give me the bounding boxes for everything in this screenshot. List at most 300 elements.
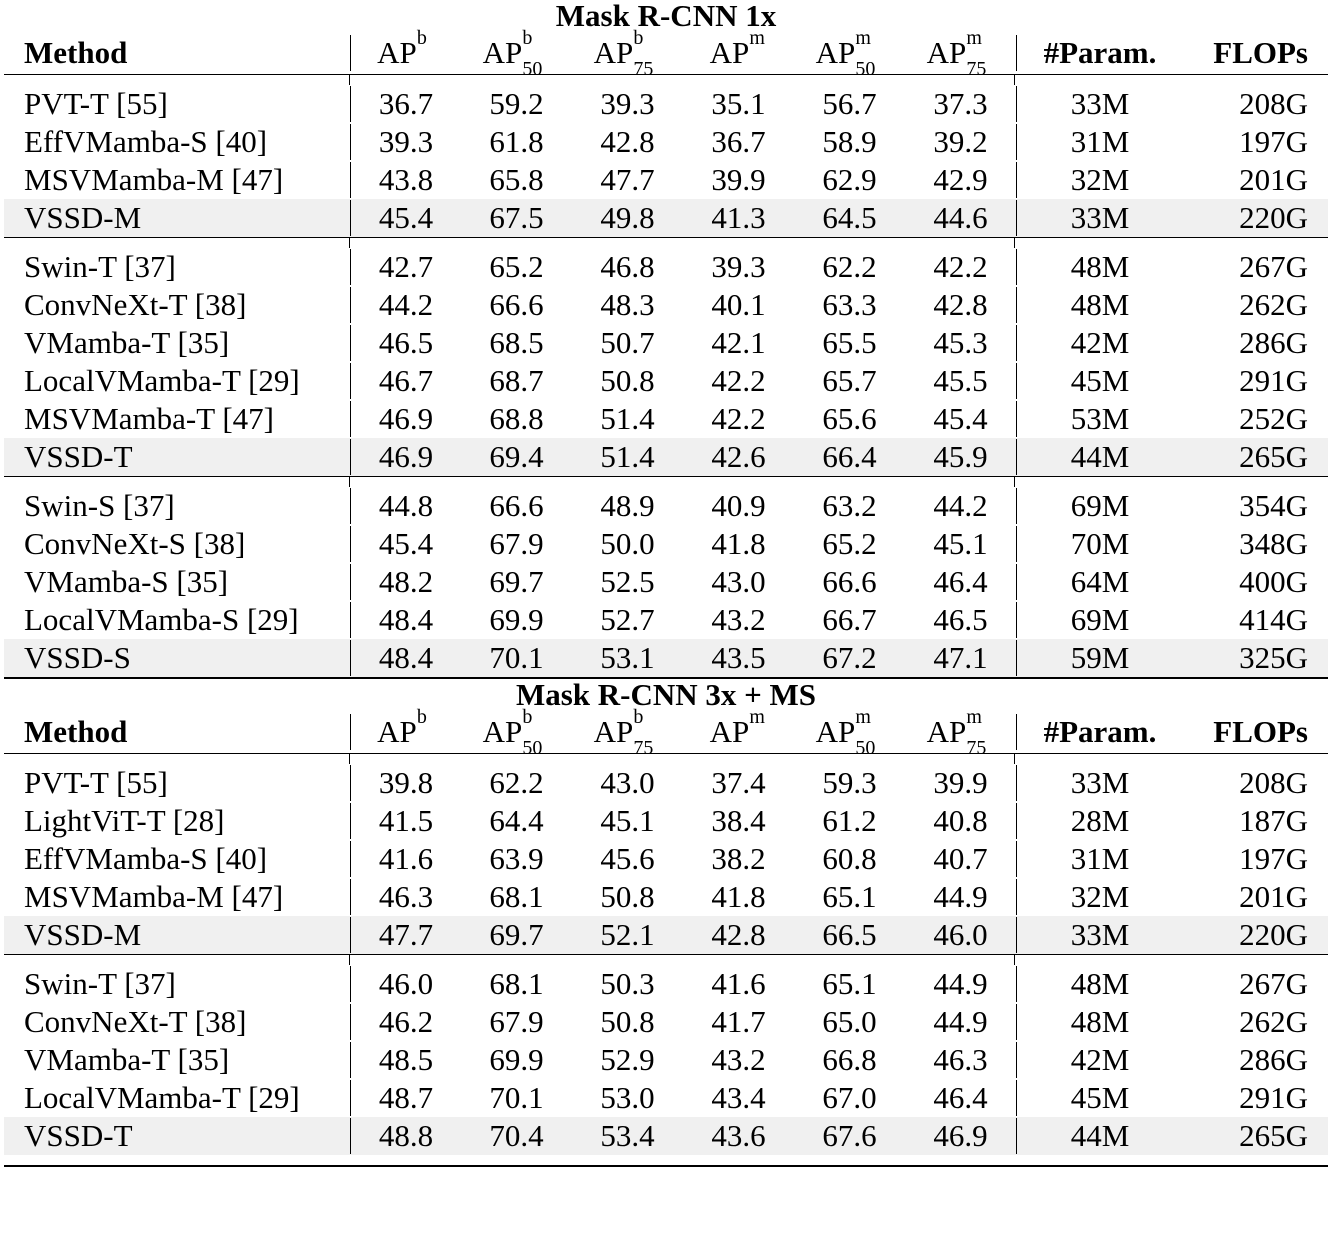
cell-flops: 197G: [1239, 124, 1308, 159]
col-params: #Param.: [1016, 714, 1183, 750]
ap-base: AP: [482, 35, 523, 70]
cell-ap: 44.2: [350, 287, 461, 323]
cell-method: LightViT-T [28]: [24, 803, 225, 838]
table-row: [4, 563, 1328, 601]
cell-ap: 63.3: [822, 287, 877, 322]
cell-ap: 37.3: [933, 86, 988, 121]
cell-ap: 43.2: [711, 1042, 766, 1077]
cell-ap: 48.3: [600, 287, 655, 322]
cell-ap: 46.5: [933, 602, 988, 637]
col-ap-5: [905, 27, 1016, 80]
cell-method: LocalVMamba-T [29]: [24, 1080, 300, 1115]
cell-ap: 68.1: [489, 879, 544, 914]
cell-ap: 35.1: [711, 86, 766, 121]
cell-flops: 197G: [1239, 841, 1308, 876]
ap-base: AP: [482, 714, 523, 749]
col-method: Method: [24, 714, 128, 749]
cell-ap: 48.2: [350, 564, 461, 600]
cell-ap: 46.9: [350, 401, 461, 437]
cell-method: LocalVMamba-S [29]: [24, 602, 299, 637]
cell-ap: 41.6: [350, 841, 461, 877]
cell-ap: 50.8: [600, 1004, 655, 1039]
cell-ap: 51.4: [600, 401, 655, 436]
table-row: [4, 438, 1328, 476]
cell-ap: 40.9: [711, 488, 766, 523]
gap-cell: [4, 238, 349, 248]
cell-ap: 67.5: [489, 200, 544, 235]
ap-sup: m: [966, 27, 982, 49]
cell-ap: 38.2: [711, 841, 766, 876]
cell-ap: 43.5: [711, 640, 766, 675]
col-ap-3: [683, 706, 794, 750]
cell-ap: 61.8: [489, 124, 544, 159]
col-ap-5: [905, 706, 1016, 759]
cell-ap: 52.7: [600, 602, 655, 637]
cell-ap: 65.1: [822, 966, 877, 1001]
col-ap-2: [572, 706, 683, 759]
ap-sub: 75: [966, 737, 987, 759]
cell-ap: 65.6: [822, 401, 877, 436]
header-row: [4, 27, 1328, 80]
cell-ap: 43.4: [711, 1080, 766, 1115]
cell-params: 33M: [1016, 765, 1183, 801]
cell-ap: 56.7: [822, 86, 877, 121]
table-row: [4, 1117, 1328, 1155]
ap-base: AP: [377, 714, 417, 749]
cell-ap: 38.4: [711, 803, 766, 838]
gap-cell: [1014, 238, 1328, 248]
cell-params: 64M: [1016, 564, 1183, 600]
cell-ap: 60.8: [822, 841, 877, 876]
ap-sub: 75: [633, 737, 654, 759]
cell-ap: 44.8: [350, 488, 461, 524]
cell-flops: 286G: [1239, 325, 1308, 360]
cell-method: VSSD-M: [24, 917, 142, 952]
cell-ap: 46.0: [350, 966, 461, 1002]
cell-ap: 42.9: [933, 162, 988, 197]
cell-flops: 208G: [1239, 86, 1308, 121]
section-title: Mask R-CNN 1x: [555, 0, 777, 33]
cell-ap: 50.8: [600, 363, 655, 398]
ap-label: [377, 706, 427, 750]
gap-cell: [1014, 75, 1328, 85]
cell-ap: 61.2: [822, 803, 877, 838]
cell-ap: 58.9: [822, 124, 877, 159]
cell-ap: 49.8: [600, 200, 655, 235]
cell-ap: 62.2: [489, 765, 544, 800]
cell-ap: 67.9: [489, 1004, 544, 1039]
gap-cell: [1014, 477, 1328, 487]
group-gap: [4, 74, 1328, 85]
cell-params: 45M: [1016, 363, 1183, 399]
cell-method: VMamba-S [35]: [24, 564, 229, 599]
ap-sup: b: [633, 27, 644, 49]
col-flops: FLOPs: [1213, 714, 1308, 749]
cell-ap: 47.7: [600, 162, 655, 197]
ap-sub: 50: [855, 58, 876, 80]
cell-flops: 252G: [1239, 401, 1308, 436]
cell-method: VMamba-T [35]: [24, 325, 230, 360]
cell-ap: 45.4: [350, 200, 461, 236]
ap-base: AP: [593, 714, 634, 749]
cell-ap: 69.7: [489, 917, 544, 952]
cell-ap: 46.3: [350, 879, 461, 915]
cell-ap: 52.5: [600, 564, 655, 599]
gap-cell: [349, 238, 1014, 248]
cell-flops: 286G: [1239, 1042, 1308, 1077]
ap-base: AP: [593, 35, 634, 70]
cell-ap: 66.5: [822, 917, 877, 952]
cell-ap: 64.4: [489, 803, 544, 838]
col-params: #Param.: [1016, 35, 1183, 71]
cell-ap: 45.5: [933, 363, 988, 398]
group-gap: [4, 237, 1328, 248]
cell-params: 31M: [1016, 124, 1183, 160]
cell-ap: 45.6: [600, 841, 655, 876]
cell-ap: 59.2: [489, 86, 544, 121]
gap-cell: [4, 477, 349, 487]
cell-ap: 48.4: [350, 602, 461, 638]
group-gap: [4, 476, 1328, 487]
cell-ap: 52.1: [600, 917, 655, 952]
cell-ap: 44.9: [933, 1004, 988, 1039]
ap-label: [482, 706, 543, 759]
table-row: [4, 639, 1328, 677]
cell-flops: 220G: [1239, 200, 1308, 235]
cell-params: 48M: [1016, 966, 1183, 1002]
cell-params: 42M: [1016, 325, 1183, 361]
cell-ap: 46.3: [933, 1042, 988, 1077]
gap-cell: [349, 955, 1014, 965]
cell-ap: 53.0: [600, 1080, 655, 1115]
cell-ap: 42.8: [711, 917, 766, 952]
ap-label: [482, 27, 543, 80]
cell-ap: 65.8: [489, 162, 544, 197]
cell-ap: 48.8: [350, 1118, 461, 1154]
cell-ap: 69.7: [489, 564, 544, 599]
cell-ap: 67.0: [822, 1080, 877, 1115]
ap-sub: 50: [522, 737, 543, 759]
cell-ap: 62.9: [822, 162, 877, 197]
table-row: [4, 199, 1328, 237]
cell-ap: 63.9: [489, 841, 544, 876]
ap-base: AP: [926, 714, 967, 749]
cell-flops: 267G: [1239, 249, 1308, 284]
cell-ap: 46.9: [933, 1118, 988, 1153]
cell-ap: 51.4: [600, 439, 655, 474]
cell-flops: 414G: [1239, 602, 1308, 637]
cell-params: 45M: [1016, 1080, 1183, 1116]
cell-ap: 69.9: [489, 602, 544, 637]
cell-method: MSVMamba-M [47]: [24, 879, 284, 914]
ap-sub: 50: [522, 58, 543, 80]
cell-ap: 65.1: [822, 879, 877, 914]
cell-flops: 348G: [1239, 526, 1308, 561]
cell-ap: 43.0: [711, 564, 766, 599]
cell-flops: 291G: [1239, 363, 1308, 398]
cell-flops: 262G: [1239, 1004, 1308, 1039]
cell-ap: 42.7: [350, 249, 461, 285]
gap-cell: [4, 754, 349, 764]
table-row: [4, 840, 1328, 878]
cell-ap: 42.1: [711, 325, 766, 360]
col-flops: FLOPs: [1213, 35, 1308, 70]
cell-flops: 265G: [1239, 439, 1308, 474]
ap-sup: m: [855, 27, 871, 49]
ap-label: [593, 27, 654, 80]
cell-ap: 42.6: [711, 439, 766, 474]
ap-sup: b: [416, 706, 427, 728]
ap-sup: m: [966, 706, 982, 728]
cell-params: 44M: [1016, 1118, 1183, 1154]
cell-ap: 65.2: [489, 249, 544, 284]
cell-params: 48M: [1016, 249, 1183, 285]
cell-ap: 66.8: [822, 1042, 877, 1077]
ap-label: [709, 706, 765, 750]
col-ap-0: [350, 27, 461, 71]
cell-ap: 43.8: [350, 162, 461, 198]
cell-ap: 66.6: [489, 287, 544, 322]
cell-ap: 69.9: [489, 1042, 544, 1077]
cell-ap: 63.2: [822, 488, 877, 523]
cell-ap: 67.9: [489, 526, 544, 561]
cell-flops: 265G: [1239, 1118, 1308, 1153]
cell-ap: 48.5: [350, 1042, 461, 1078]
cell-ap: 42.8: [933, 287, 988, 322]
cell-method: EffVMamba-S [40]: [24, 841, 268, 876]
ap-label: [377, 27, 427, 71]
cell-ap: 44.9: [933, 879, 988, 914]
ap-base: AP: [709, 714, 750, 749]
table-row: [4, 362, 1328, 400]
table-row: [4, 802, 1328, 840]
cell-method: Swin-T [37]: [24, 249, 176, 284]
ap-sup: m: [749, 27, 765, 49]
cell-method: PVT-T [55]: [24, 86, 168, 121]
ap-label: [926, 706, 987, 759]
cell-method: MSVMamba-T [47]: [24, 401, 274, 436]
ap-sub: 75: [966, 58, 987, 80]
cell-ap: 39.9: [933, 765, 988, 800]
cell-ap: 41.6: [711, 966, 766, 1001]
cell-ap: 66.6: [489, 488, 544, 523]
cell-params: 69M: [1016, 602, 1183, 638]
cell-ap: 50.7: [600, 325, 655, 360]
cell-ap: 39.8: [350, 765, 461, 801]
cell-ap: 46.4: [933, 1080, 988, 1115]
cell-params: 48M: [1016, 1004, 1183, 1040]
ap-label: [815, 706, 876, 759]
cell-method: VSSD-T: [24, 439, 133, 474]
cell-ap: 46.2: [350, 1004, 461, 1040]
cell-ap: 41.3: [711, 200, 766, 235]
ap-base: AP: [926, 35, 967, 70]
col-ap-4: [794, 706, 905, 759]
cell-ap: 70.1: [489, 640, 544, 675]
cell-ap: 65.5: [822, 325, 877, 360]
cell-ap: 45.9: [933, 439, 988, 474]
bottom-rule: [4, 1165, 1328, 1167]
cell-method: VSSD-S: [24, 640, 131, 675]
col-ap-1: [461, 706, 572, 759]
cell-ap: 45.4: [350, 526, 461, 562]
gap-cell: [349, 754, 1014, 764]
cell-ap: 70.4: [489, 1118, 544, 1153]
cell-ap: 59.3: [822, 765, 877, 800]
cell-ap: 48.7: [350, 1080, 461, 1116]
table-row: [4, 123, 1328, 161]
table-row: [4, 286, 1328, 324]
cell-ap: 46.0: [933, 917, 988, 952]
cell-ap: 67.6: [822, 1118, 877, 1153]
ap-label: [815, 27, 876, 80]
cell-method: PVT-T [55]: [24, 765, 168, 800]
cell-flops: 208G: [1239, 765, 1308, 800]
col-ap-1: [461, 27, 572, 80]
col-ap-0: [350, 706, 461, 750]
cell-ap: 65.2: [822, 526, 877, 561]
gap-cell: [349, 477, 1014, 487]
cell-method: LocalVMamba-T [29]: [24, 363, 300, 398]
cell-ap: 45.4: [933, 401, 988, 436]
cell-flops: 291G: [1239, 1080, 1308, 1115]
gap-cell: [4, 955, 349, 965]
ap-base: AP: [377, 35, 417, 70]
cell-ap: 45.1: [600, 803, 655, 838]
ap-sup: b: [633, 706, 644, 728]
cell-params: 33M: [1016, 200, 1183, 236]
cell-ap: 43.0: [600, 765, 655, 800]
cell-ap: 50.0: [600, 526, 655, 561]
cell-flops: 187G: [1239, 803, 1308, 838]
cell-ap: 70.1: [489, 1080, 544, 1115]
cell-method: ConvNeXt-T [38]: [24, 1004, 247, 1039]
cell-ap: 47.1: [933, 640, 988, 675]
cell-params: 33M: [1016, 86, 1183, 122]
cell-ap: 66.4: [822, 439, 877, 474]
cell-method: Swin-T [37]: [24, 966, 176, 1001]
col-ap-3: [683, 27, 794, 71]
cell-params: 44M: [1016, 439, 1183, 475]
table-row: [4, 525, 1328, 563]
ap-base: AP: [709, 35, 750, 70]
table-row: [4, 1003, 1328, 1041]
table-row: [4, 161, 1328, 199]
cell-ap: 69.4: [489, 439, 544, 474]
table-row: [4, 764, 1328, 802]
cell-params: 59M: [1016, 640, 1183, 676]
cell-ap: 44.6: [933, 200, 988, 235]
cell-ap: 41.8: [711, 526, 766, 561]
table-row: [4, 878, 1328, 916]
col-method: Method: [24, 35, 128, 70]
group-gap: [4, 753, 1328, 764]
cell-ap: 36.7: [711, 124, 766, 159]
cell-ap: 67.2: [822, 640, 877, 675]
cell-ap: 42.2: [711, 401, 766, 436]
cell-flops: 354G: [1239, 488, 1308, 523]
cell-flops: 325G: [1239, 640, 1308, 675]
cell-ap: 45.1: [933, 526, 988, 561]
cell-ap: 66.7: [822, 602, 877, 637]
cell-ap: 48.9: [600, 488, 655, 523]
table-row: [4, 85, 1328, 123]
cell-ap: 68.7: [489, 363, 544, 398]
ap-sub: 75: [633, 58, 654, 80]
ap-sup: m: [749, 706, 765, 728]
table-row: [4, 487, 1328, 525]
cell-ap: 50.3: [600, 966, 655, 1001]
cell-ap: 68.1: [489, 966, 544, 1001]
cell-ap: 46.8: [600, 249, 655, 284]
cell-ap: 65.0: [822, 1004, 877, 1039]
cell-flops: 262G: [1239, 287, 1308, 322]
header-row: [4, 706, 1328, 759]
cell-ap: 42.2: [711, 363, 766, 398]
cell-ap: 64.5: [822, 200, 877, 235]
ap-base: AP: [815, 714, 856, 749]
cell-params: 69M: [1016, 488, 1183, 524]
cell-method: EffVMamba-S [40]: [24, 124, 268, 159]
cell-ap: 40.1: [711, 287, 766, 322]
cell-ap: 45.3: [933, 325, 988, 360]
cell-flops: 201G: [1239, 879, 1308, 914]
ap-base: AP: [815, 35, 856, 70]
cell-ap: 39.3: [711, 249, 766, 284]
table-row: [4, 324, 1328, 362]
cell-method: MSVMamba-M [47]: [24, 162, 284, 197]
cell-method: ConvNeXt-T [38]: [24, 287, 247, 322]
cell-ap: 41.5: [350, 803, 461, 839]
cell-ap: 42.2: [933, 249, 988, 284]
cell-ap: 66.6: [822, 564, 877, 599]
cell-params: 28M: [1016, 803, 1183, 839]
cell-ap: 40.7: [933, 841, 988, 876]
cell-method: VSSD-T: [24, 1118, 133, 1153]
table-row: [4, 601, 1328, 639]
cell-ap: 40.8: [933, 803, 988, 838]
cell-ap: 47.7: [350, 917, 461, 953]
cell-ap: 39.2: [933, 124, 988, 159]
cell-ap: 68.8: [489, 401, 544, 436]
ap-sup: m: [855, 706, 871, 728]
cell-params: 31M: [1016, 841, 1183, 877]
ap-label: [926, 27, 987, 80]
cell-ap: 46.5: [350, 325, 461, 361]
ap-sup: b: [416, 27, 427, 49]
cell-ap: 43.6: [711, 1118, 766, 1153]
table-row: [4, 400, 1328, 438]
ap-sub: 50: [855, 737, 876, 759]
cell-ap: 65.7: [822, 363, 877, 398]
cell-ap: 41.8: [711, 879, 766, 914]
cell-ap: 43.2: [711, 602, 766, 637]
table-row: [4, 1041, 1328, 1079]
gap-cell: [349, 75, 1014, 85]
cell-flops: 400G: [1239, 564, 1308, 599]
table-row: [4, 248, 1328, 286]
cell-flops: 220G: [1239, 917, 1308, 952]
cell-ap: 62.2: [822, 249, 877, 284]
cell-ap: 68.5: [489, 325, 544, 360]
cell-ap: 39.3: [600, 86, 655, 121]
group-gap: [4, 954, 1328, 965]
ap-label: [709, 27, 765, 71]
cell-ap: 53.1: [600, 640, 655, 675]
cell-ap: 37.4: [711, 765, 766, 800]
cell-params: 33M: [1016, 917, 1183, 953]
cell-ap: 46.7: [350, 363, 461, 399]
